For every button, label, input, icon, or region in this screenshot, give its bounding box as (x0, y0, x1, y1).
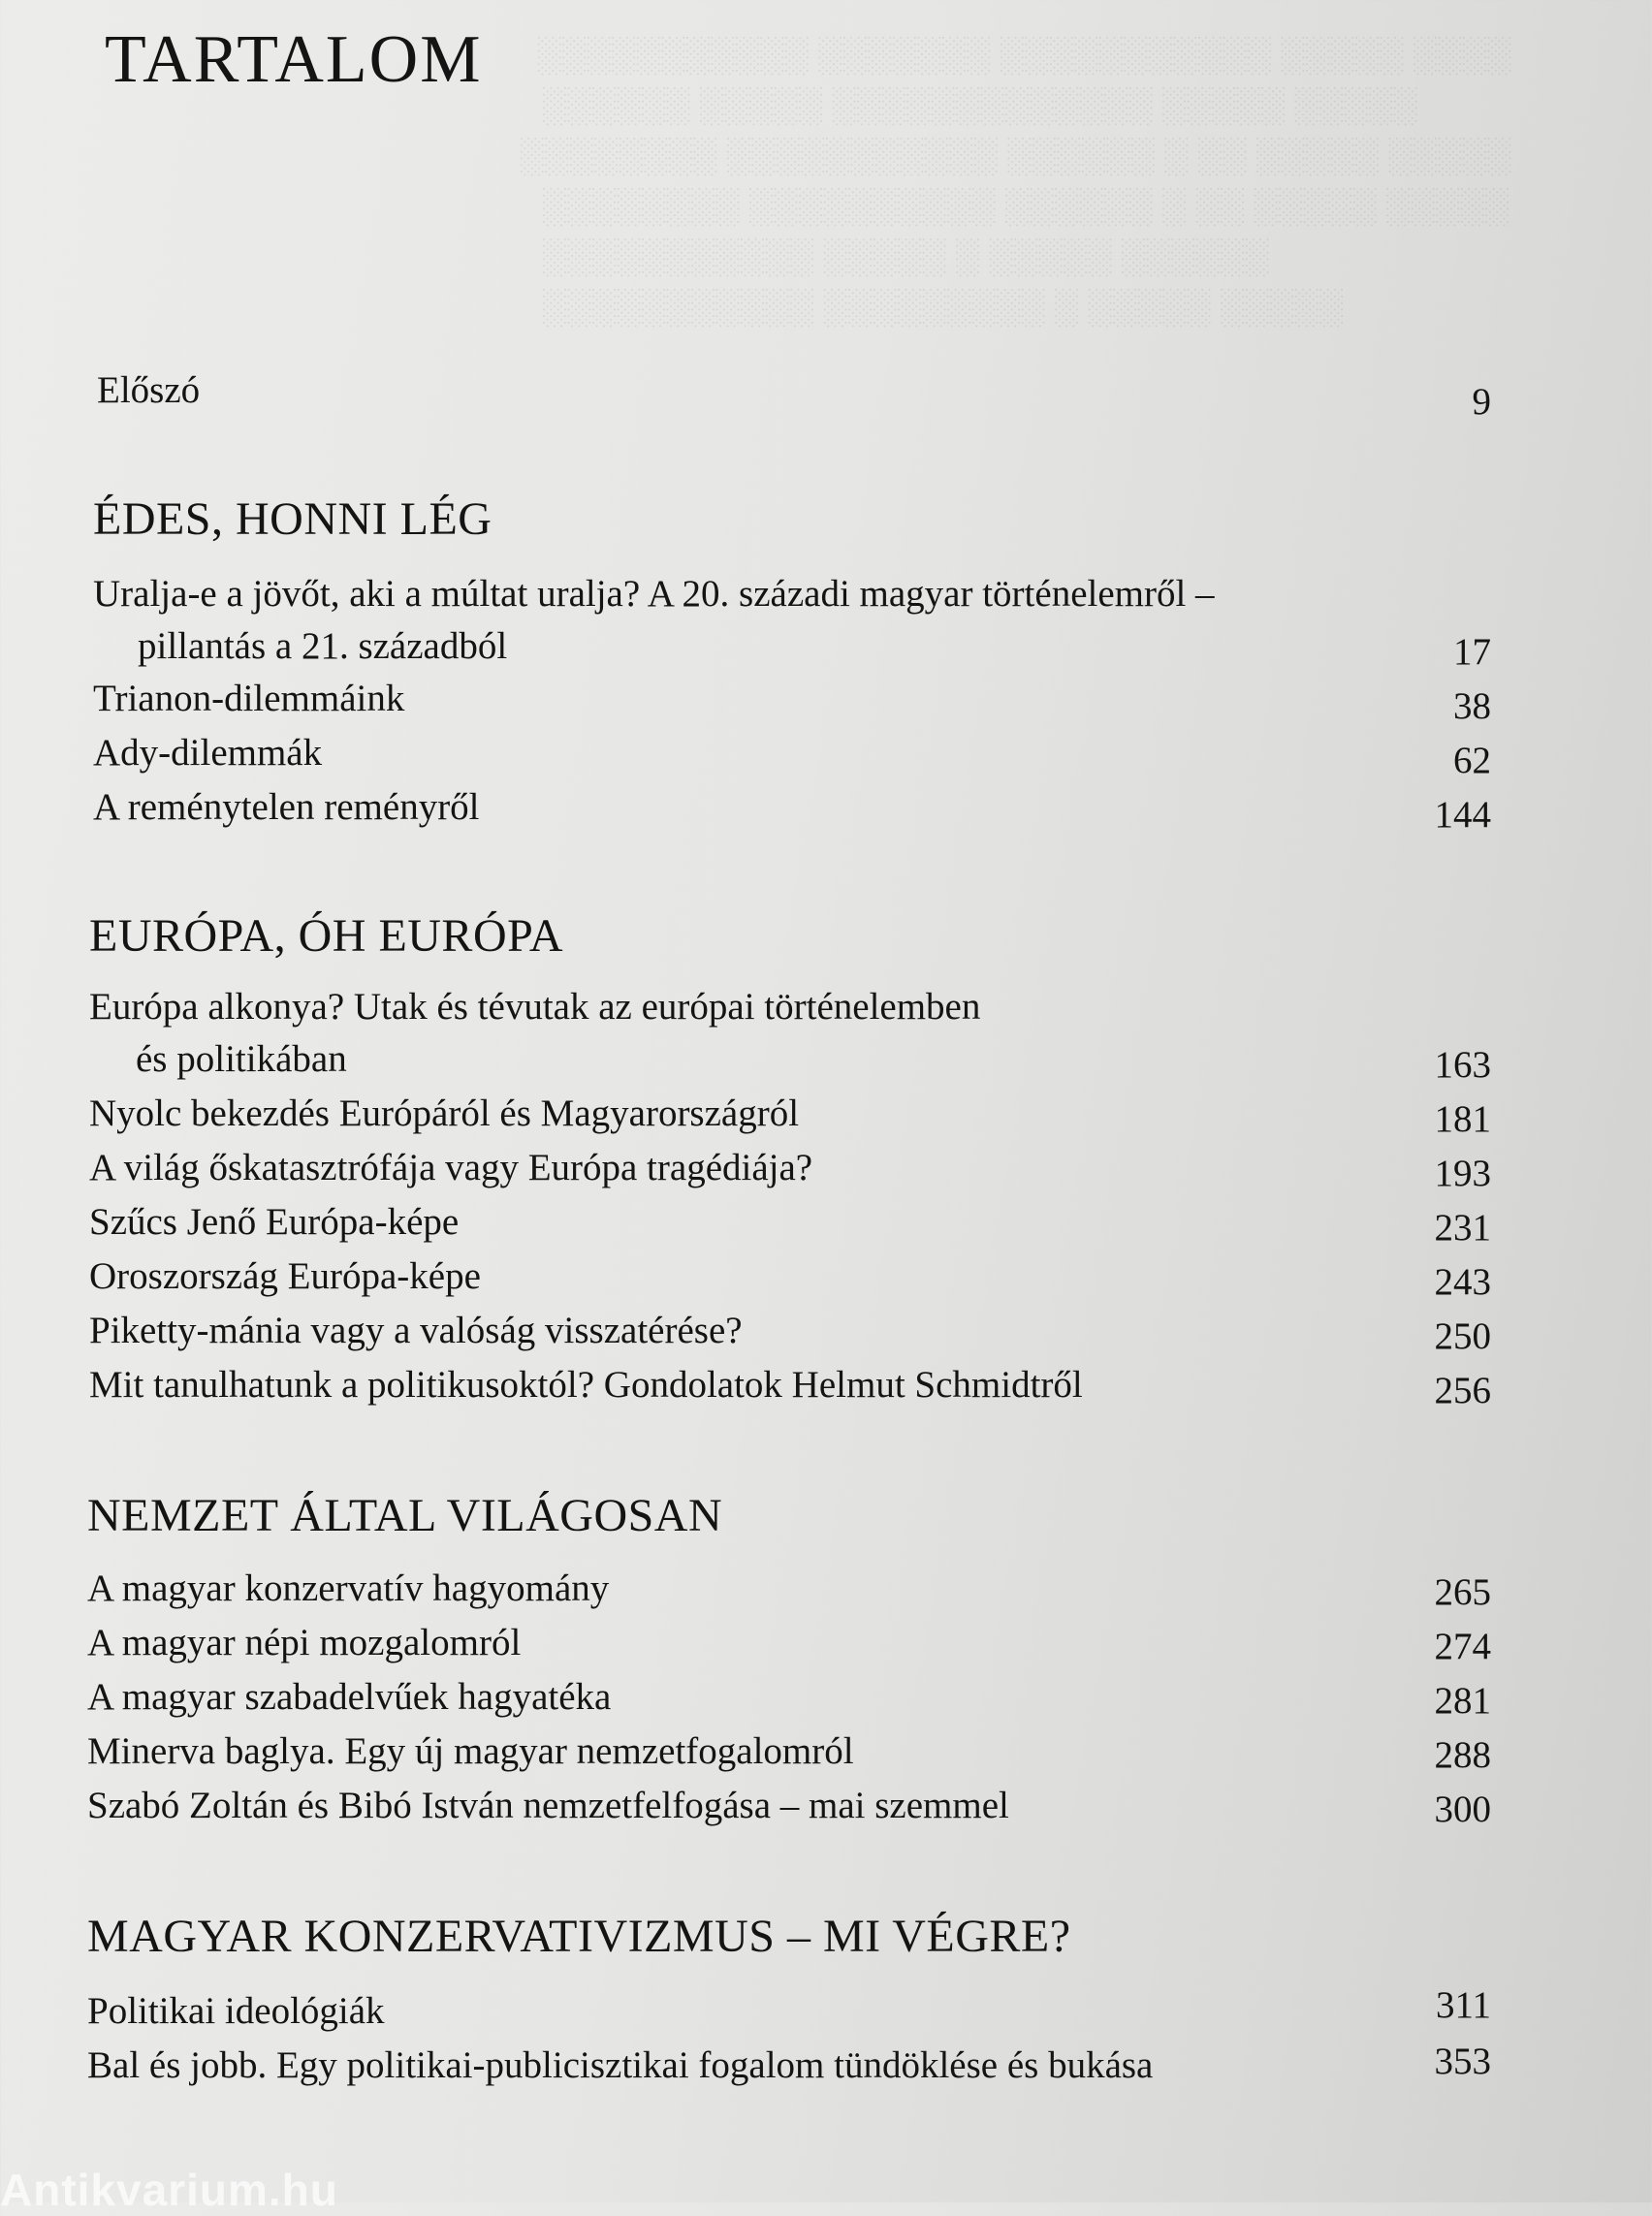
toc-entry-page: 353 (1434, 2041, 1491, 2082)
toc-entry-page: 274 (1434, 1626, 1491, 1667)
page-title: TARTALOM (105, 22, 483, 97)
toc-entry-title[interactable]: Bal és jobb. Egy politikai-publicisztikai fogalom tündöklése és bukása (87, 2044, 1154, 2086)
preface-title[interactable]: Előszó (97, 369, 201, 411)
toc-entry-title[interactable]: A magyar népi mozgalomról (87, 1622, 522, 1663)
bleed-through-text: ░░░░ ░░░░░ ░░░░░░░░░░░ ░░░░░░░ ░░░░░░░░░░░ ░░░░░ ░░░░░ ░░░░░░░░░░░░░ ░░░░░ ░░░░░░ ░░░░░ ░░░░░ ░░ ░ ░░░░░░ ░░░░░░░░░░░ ░░░░░░░░ ░░░░░ ░░░░░ ░░ ░ ░░░░░░ ░░░░░░░░░░ ░░░░░░░░ ░░░░░░ ░░░░░ ░ ░░░░░ ░░░░░░░░░░░ ░░░░░ ░░░░░ ░ ░░░░░░░░░ ░░░░░░░░░░░ (520, 35, 1512, 326)
toc-entry-title-cont[interactable]: pillantás a 21. századból (138, 625, 508, 667)
toc-entry-page: 250 (1434, 1315, 1491, 1357)
toc-entry-title-cont[interactable]: és politikában (136, 1038, 347, 1080)
toc-entry-title[interactable]: Trianon-dilemmáink (93, 678, 405, 719)
toc-entry-page: 281 (1434, 1680, 1491, 1722)
toc-entry-page: 62 (1453, 740, 1491, 781)
toc-entry-title[interactable]: Mit tanulhatunk a politikusoktól? Gondolatok Helmut Schmidtről (89, 1364, 1083, 1406)
toc-entry-title[interactable]: Szabó Zoltán és Bibó István nemzetfelfogása – mai szemmel (87, 1785, 1009, 1826)
toc-entry-title[interactable]: Oroszország Európa-képe (89, 1255, 481, 1297)
section-heading: ÉDES, HONNI LÉG (93, 493, 492, 545)
toc-entry-page: 144 (1434, 794, 1491, 836)
preface-page: 9 (1472, 381, 1491, 423)
section-heading: MAGYAR KONZERVATIVIZMUS – MI VÉGRE? (87, 1911, 1071, 1962)
toc-entry-title[interactable]: Ady-dilemmák (93, 732, 323, 774)
toc-entry-title[interactable]: Nyolc bekezdés Európáról és Magyarországról (89, 1092, 800, 1134)
toc-entry-page: 265 (1434, 1571, 1491, 1613)
toc-entry-page: 243 (1434, 1261, 1491, 1303)
toc-entry-page: 193 (1434, 1153, 1491, 1194)
toc-entry-title[interactable]: A világ őskatasztrófája vagy Európa tragédiája? (89, 1147, 813, 1188)
toc-entry-page: 288 (1434, 1734, 1491, 1776)
toc-entry-title[interactable]: Minerva baglya. Egy új magyar nemzetfogalomról (87, 1730, 854, 1772)
toc-entry-title[interactable]: Európa alkonya? Utak és tévutak az európai történelemben (89, 986, 981, 1028)
toc-entry-page: 231 (1434, 1207, 1491, 1249)
toc-entry-page: 163 (1434, 1044, 1491, 1086)
toc-entry-title[interactable]: Piketty-mánia vagy a valóság visszatérése? (89, 1310, 743, 1351)
toc-entry-page: 300 (1434, 1789, 1491, 1830)
toc-entry-page: 311 (1435, 1984, 1491, 2026)
toc-entry-page: 17 (1453, 631, 1491, 673)
toc-entry-title[interactable]: A magyar konzervatív hagyomány (87, 1567, 610, 1609)
toc-entry-title[interactable]: Politikai ideológiák (87, 1990, 385, 2032)
toc-entry-title[interactable]: A reménytelen reményről (93, 786, 480, 828)
toc-entry-title[interactable]: Szűcs Jenő Európa-képe (89, 1201, 460, 1243)
toc-entry-page: 38 (1453, 685, 1491, 727)
toc-entry-title[interactable]: Uralja-e a jövőt, aki a múltat uralja? A 20. századi magyar történelemről – (93, 573, 1215, 615)
section-heading: EURÓPA, ÓH EURÓPA (89, 910, 564, 962)
watermark: Antikvarium.hu (0, 2165, 338, 2215)
toc-entry-title[interactable]: A magyar szabadelvűek hagyatéka (87, 1676, 612, 1718)
section-heading: NEMZET ÁLTAL VILÁGOSAN (87, 1490, 723, 1541)
toc-entry-page: 181 (1434, 1098, 1491, 1140)
toc-entry-page: 256 (1434, 1370, 1491, 1411)
